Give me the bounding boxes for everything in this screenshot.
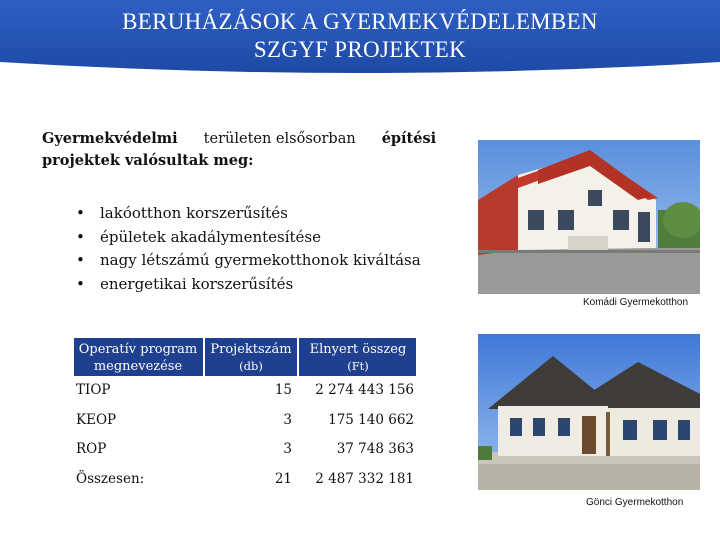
- header-count: Projektszám (db): [210, 342, 292, 373]
- table-row: KEOP 3 175 140 662: [76, 412, 414, 428]
- intro-bold-1: Gyermekvédelmi: [42, 130, 178, 147]
- header-amount: Elnyert összeg (Ft): [309, 342, 407, 373]
- intro-paragraph: [42, 128, 442, 172]
- table-row-total: Összesen: 21 2 487 332 181: [76, 471, 414, 487]
- komadi-home-photo: [478, 140, 700, 294]
- table-header: [74, 338, 416, 376]
- bullet-list: [76, 202, 421, 296]
- title-line-2: SZGYF PROJEKTEK: [253, 37, 467, 62]
- title-line-1: BERUHÁZÁSOK A GYERMEKVÉDELEMBEN: [122, 9, 598, 34]
- title-banner: [0, 0, 720, 82]
- list-item: • épületek akadálymentesítése: [76, 227, 322, 246]
- photo-caption-2: Gönci Gyermekotthon: [586, 497, 684, 508]
- photo-caption-1: Komádi Gyermekotthon: [583, 297, 689, 308]
- table-row: TIOP 15 2 274 443 156: [76, 382, 414, 398]
- list-item: • lakóotthon korszerűsítés: [76, 204, 288, 222]
- header-program: Operatív program megnevezése: [78, 342, 198, 374]
- intro-bold-4: projektek valósultak meg:: [42, 152, 254, 169]
- list-item: • energetikai korszerűsítés: [76, 274, 294, 293]
- gonci-home-photo: [478, 334, 700, 490]
- intro-bold-3: építési: [381, 130, 437, 147]
- page-title: [0, 8, 720, 64]
- list-item: • nagy létszámú gyermekotthonok kiváltása: [76, 251, 421, 269]
- table-row: ROP 3 37 748 363: [76, 441, 414, 457]
- intro-text-2: területen elsősorban: [203, 131, 356, 147]
